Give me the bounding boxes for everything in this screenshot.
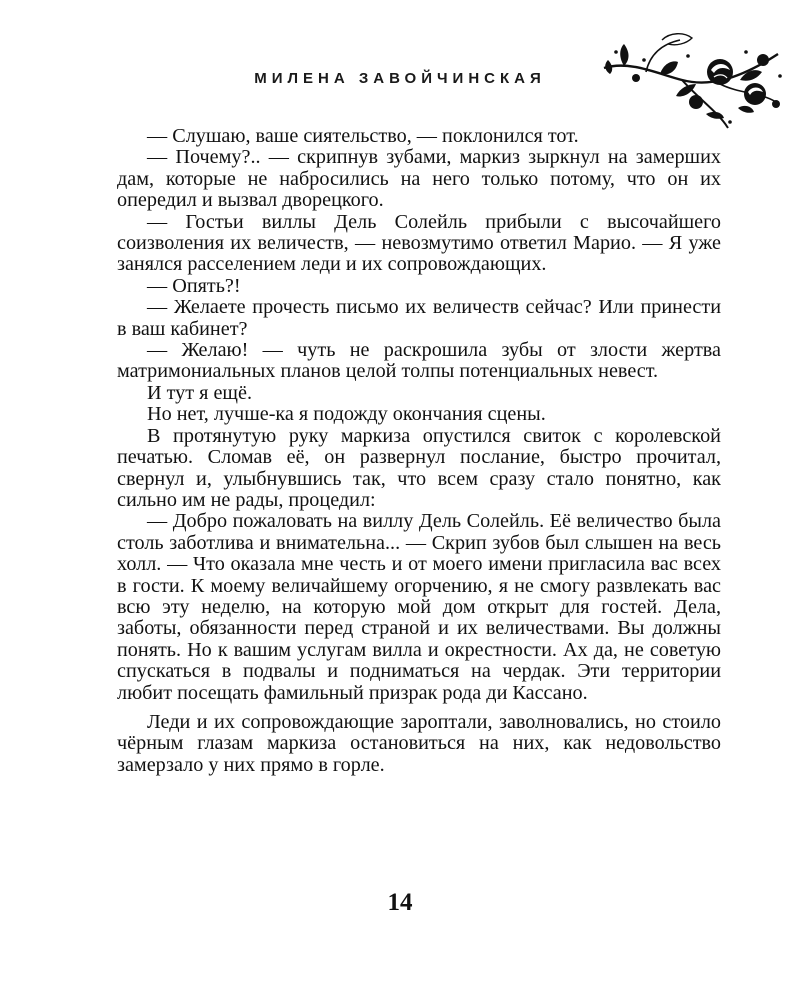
paragraph: Но нет, лучше-ка я подожду окончания сцены. bbox=[147, 403, 546, 426]
paragraph: Леди и их сопровождающие зароптали, заволновались, но стоило чёрным глазам маркиза остановиться на них, как недовольство замерзало у них прямо в горле. bbox=[117, 710, 721, 776]
floral-vine-ornament-icon bbox=[600, 30, 785, 135]
running-header-author: МИЛЕНА ЗАВОЙЧИНСКАЯ bbox=[254, 70, 546, 87]
page-body-text bbox=[117, 126, 721, 776]
paragraph: В протянутую руку маркиза опустился свиток с королевской печатью. Сломав её, он развернул послание, быстро прочитал, свернул и, улыбнувшись так, что всем сразу стало понятно, как сильно им не рады, процедил: bbox=[117, 424, 721, 511]
paragraph: — Желаю! — чуть не раскрошила зубы от злости жертва матримониальных планов целой толпы потенциальных невест. bbox=[117, 339, 721, 383]
paragraph: — Опять?! bbox=[147, 274, 241, 297]
paragraph: — Добро пожаловать на виллу Дель Солейль. Её величество была столь заботлива и внимательна... — Скрип зубов был слышен на весь холл. — Что оказала мне честь и от моего имени пригласила вас всех в гости. К моему величайшему огорчению, я не смогу развлекать вас всю эту неделю, на которую мой дом открыт для гостей. Дела, заботы, обязанности перед страной и их величествами. Вы должны понять. Но к вашим услугам вилла и окрестности. Ах да, не советую спускаться в подвалы и подниматься на чердак. Эти территории любит посещать фамильный призрак рода ди Кассано. bbox=[117, 510, 721, 704]
paragraph: И тут я ещё. bbox=[147, 381, 252, 404]
paragraph: — Слушаю, ваше сиятельство, — поклонился тот. bbox=[147, 125, 579, 147]
page-number: 14 bbox=[387, 889, 413, 916]
paragraph: — Желаете прочесть письмо их величеств сейчас? Или принести в ваш кабинет? bbox=[117, 296, 721, 340]
paragraph: — Гостьи виллы Дель Солейль прибыли с высочайшего соизволения их величеств, — невозмутимо ответил Марио. — Я уже занялся расселением леди и их сопровождающих. bbox=[117, 210, 721, 276]
paragraph: — Почему?.. — скрипнув зубами, маркиз зыркнул на замерших дам, которые не набросились на него только потому, что он их опередил и вызвал дворецкого. bbox=[117, 146, 721, 212]
